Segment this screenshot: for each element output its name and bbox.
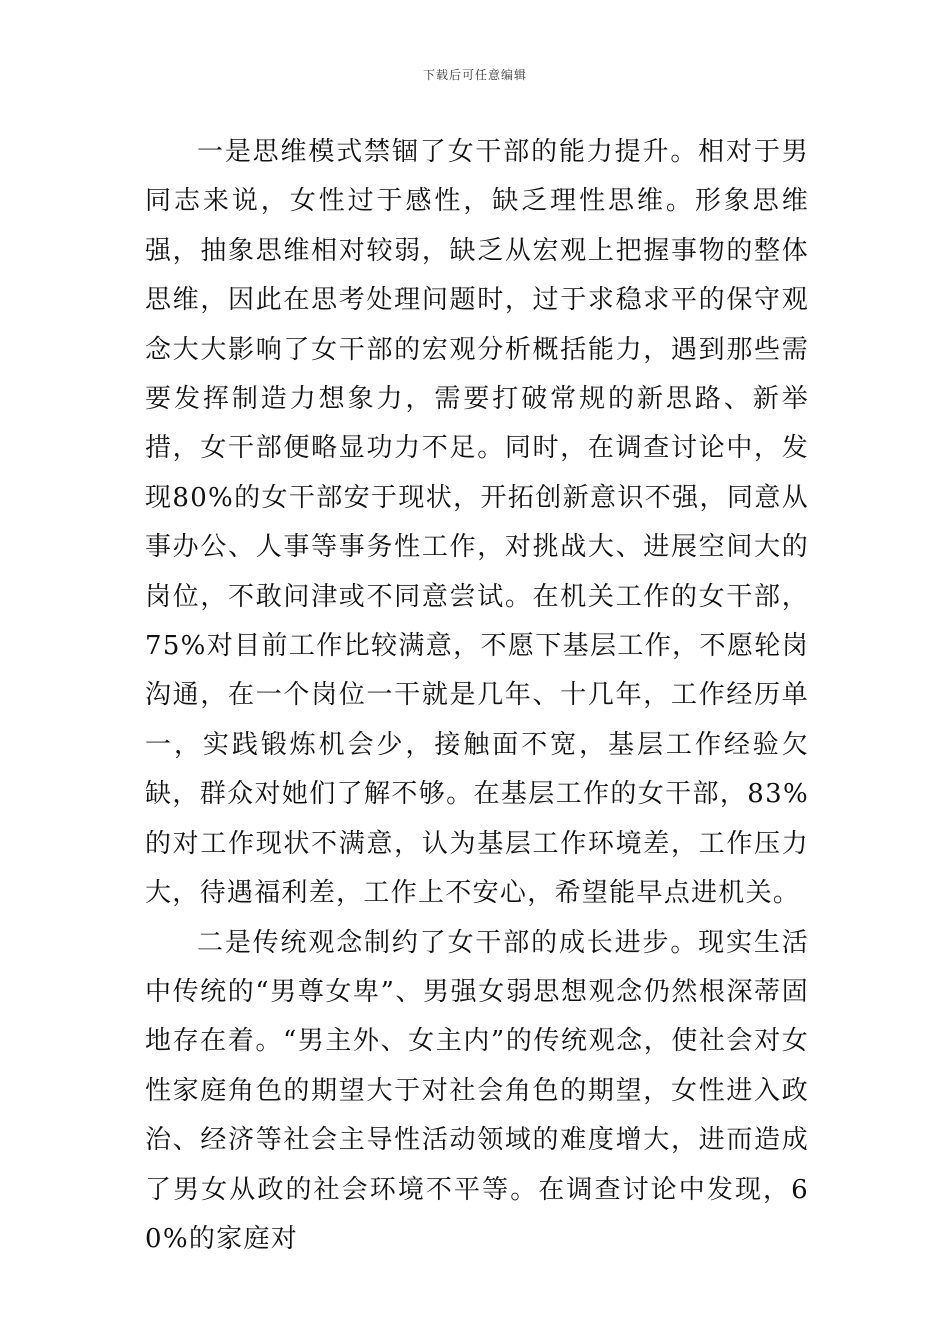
paragraph-1: 一是思维模式禁锢了女干部的能力提升。相对于男同志来说，女性过于感性，缺乏理性思维。形象思维强，抽象思维相对较弱，缺乏从宏观上把握事物的整体思维，因此在思考处理问题时，过于求稳求平的保守观念大大影响了女干部的宏观分析概括能力，遇到那些需要发挥制造力想象力，需要打破常规的新思路、新举措，女干部便略显功力不足。同时，在调查讨论中，发现80%的女干部安于现状，开拓创新意识不强，同意从事办公、人事等事务性工作，对挑战大、进展空间大的岗位，不敢问津或不同意尝试。在机关工作的女干部，75%对目前工作比较满意，不愿下基层工作，不愿轮岗沟通，在一个岗位一干就是几年、十几年，工作经历单一，实践锻炼机会少，接触面不宽，基层工作经验欠缺，群众对她们了解不够。在基层工作的女干部，83%的对工作现状不满意，认为基层工作环境差，工作压力大，待遇福利差，工作上不安心，希望能早点进机关。 [145, 137, 809, 909]
page-header: 下载后可任意编辑 [422, 68, 527, 82]
document-body [145, 128, 809, 1264]
paragraph-2: 二是传统观念制约了女干部的成长进步。现实生活中传统的“男尊女卑”、男强女弱思想观念仍然根深蒂固地存在着。“男主外、女主内”的传统观念，使社会对女性家庭角色的期望大于对社会角色的期望，女性进入政治、经济等社会主导性活动领域的难度增大，进而造成了男女从政的社会环境不平等。在调查讨论中发现，60%的家庭对 [145, 927, 809, 1254]
